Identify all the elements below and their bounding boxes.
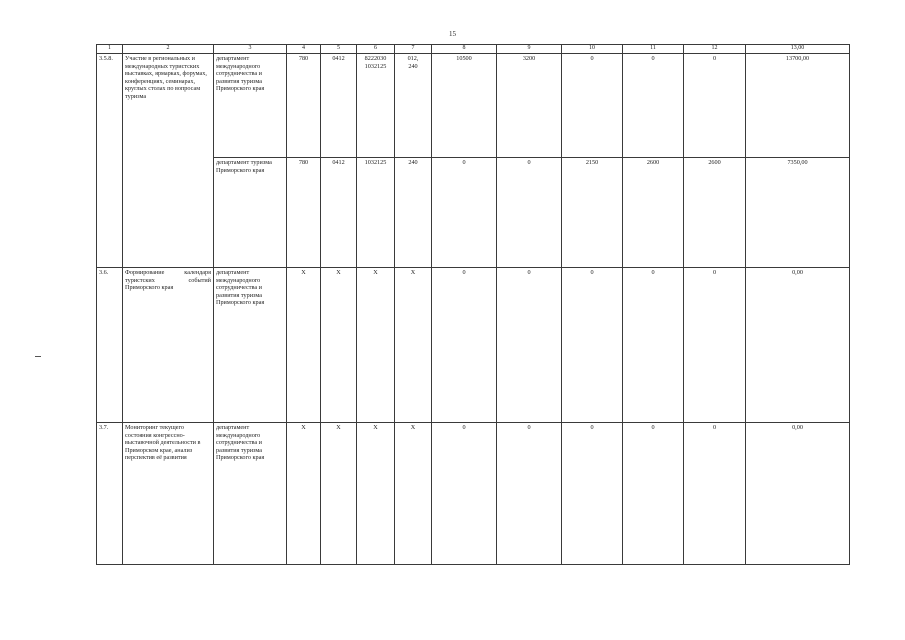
cell-col9: 3200 (497, 54, 562, 158)
cell-col13: 13700,00 (746, 54, 850, 158)
header-cell: 2 (123, 45, 214, 54)
cell-col4: 780 (287, 158, 321, 268)
activity-name: Мониторинг текущего состояния конгрессно-выставочной деятельности в Приморском крае, анализ перспектив её развития (123, 423, 214, 565)
cell-col11: 0 (623, 423, 684, 565)
cell-col7 (395, 54, 432, 158)
cell-col7-line2: 240 (408, 62, 418, 70)
cell-col6-line2: 1032125 (364, 62, 387, 70)
table-row (97, 423, 850, 565)
cell-col11: 2600 (623, 158, 684, 268)
row-number: 3.6. (97, 268, 123, 423)
executor-cell: департамент туризма Приморского края (214, 158, 287, 268)
cell-col7-line1: 012, (407, 55, 419, 62)
page-number: 15 (449, 30, 456, 38)
cell-col9: 0 (497, 268, 562, 423)
header-cell: 1 (97, 45, 123, 54)
activity-name-line3: Приморского края (125, 284, 174, 292)
cell-col4: Х (287, 268, 321, 423)
cell-col8: 0 (432, 268, 497, 423)
cell-col10: 0 (562, 423, 623, 565)
header-cell: 11 (623, 45, 684, 54)
cell-col8: 0 (432, 423, 497, 565)
cell-col12: 2600 (684, 158, 746, 268)
header-cell: 7 (395, 45, 432, 54)
header-cell: 4 (287, 45, 321, 54)
cell-col5: 0412 (321, 54, 357, 158)
activity-name: Участие в региональных и международных туристских выставках, ярмарках, форумах, конференциях, семинарах, круглых столах по вопросам туризма (123, 54, 214, 268)
executor-cell: департамент международного сотрудничества и развития туризма Приморского края (214, 268, 287, 423)
executor-cell: департамент международного сотрудничества и развития туризма Приморского края (214, 54, 287, 158)
cell-col13: 0,00 (746, 268, 850, 423)
activity-name-line1 (125, 269, 211, 277)
cell-col12: 0 (684, 423, 746, 565)
activity-name-line2 (125, 277, 211, 285)
cell-col9: 0 (497, 158, 562, 268)
cell-col6 (357, 54, 395, 158)
cell-col9: 0 (497, 423, 562, 565)
cell-col6: 1032125 (357, 158, 395, 268)
cell-col8: 10500 (432, 54, 497, 158)
activity-name-word: календаря (184, 269, 211, 276)
header-cell: 3 (214, 45, 287, 54)
cell-col12: 0 (684, 54, 746, 158)
table-row (97, 268, 850, 423)
executor-cell: департамент международного сотрудничества и развития туризма Приморского края (214, 423, 287, 565)
header-cell: 6 (357, 45, 395, 54)
header-cell: 5 (321, 45, 357, 54)
cell-col13: 0,00 (746, 423, 850, 565)
activity-name-word: Формирование (125, 269, 165, 276)
cell-col13: 7350,00 (746, 158, 850, 268)
activity-name-word: событий (188, 276, 211, 284)
stray-mark (35, 356, 41, 357)
header-cell: 12 (684, 45, 746, 54)
header-cell: 9 (497, 45, 562, 54)
cell-col4: 780 (287, 54, 321, 158)
activity-name-word: туристских (125, 276, 155, 284)
header-row (97, 45, 850, 54)
budget-table (96, 44, 850, 565)
cell-col10: 0 (562, 54, 623, 158)
cell-col5: Х (321, 423, 357, 565)
header-cell: 13,00 (746, 45, 850, 54)
table-row (97, 54, 850, 158)
cell-col10: 2150 (562, 158, 623, 268)
row-number: 3.7. (97, 423, 123, 565)
cell-col5: 0412 (321, 158, 357, 268)
cell-col10: 0 (562, 268, 623, 423)
row-number: 3.5.8. (97, 54, 123, 268)
cell-col6: Х (357, 423, 395, 565)
cell-col7: Х (395, 268, 432, 423)
cell-col7: Х (395, 423, 432, 565)
cell-col4: Х (287, 423, 321, 565)
cell-col11: 0 (623, 54, 684, 158)
header-cell: 8 (432, 45, 497, 54)
cell-col11: 0 (623, 268, 684, 423)
cell-col8: 0 (432, 158, 497, 268)
cell-col5: Х (321, 268, 357, 423)
cell-col6-line1: 8222030 (364, 55, 387, 62)
cell-col6: Х (357, 268, 395, 423)
activity-name (123, 268, 214, 423)
header-cell: 10 (562, 45, 623, 54)
cell-col7: 240 (395, 158, 432, 268)
cell-col12: 0 (684, 268, 746, 423)
